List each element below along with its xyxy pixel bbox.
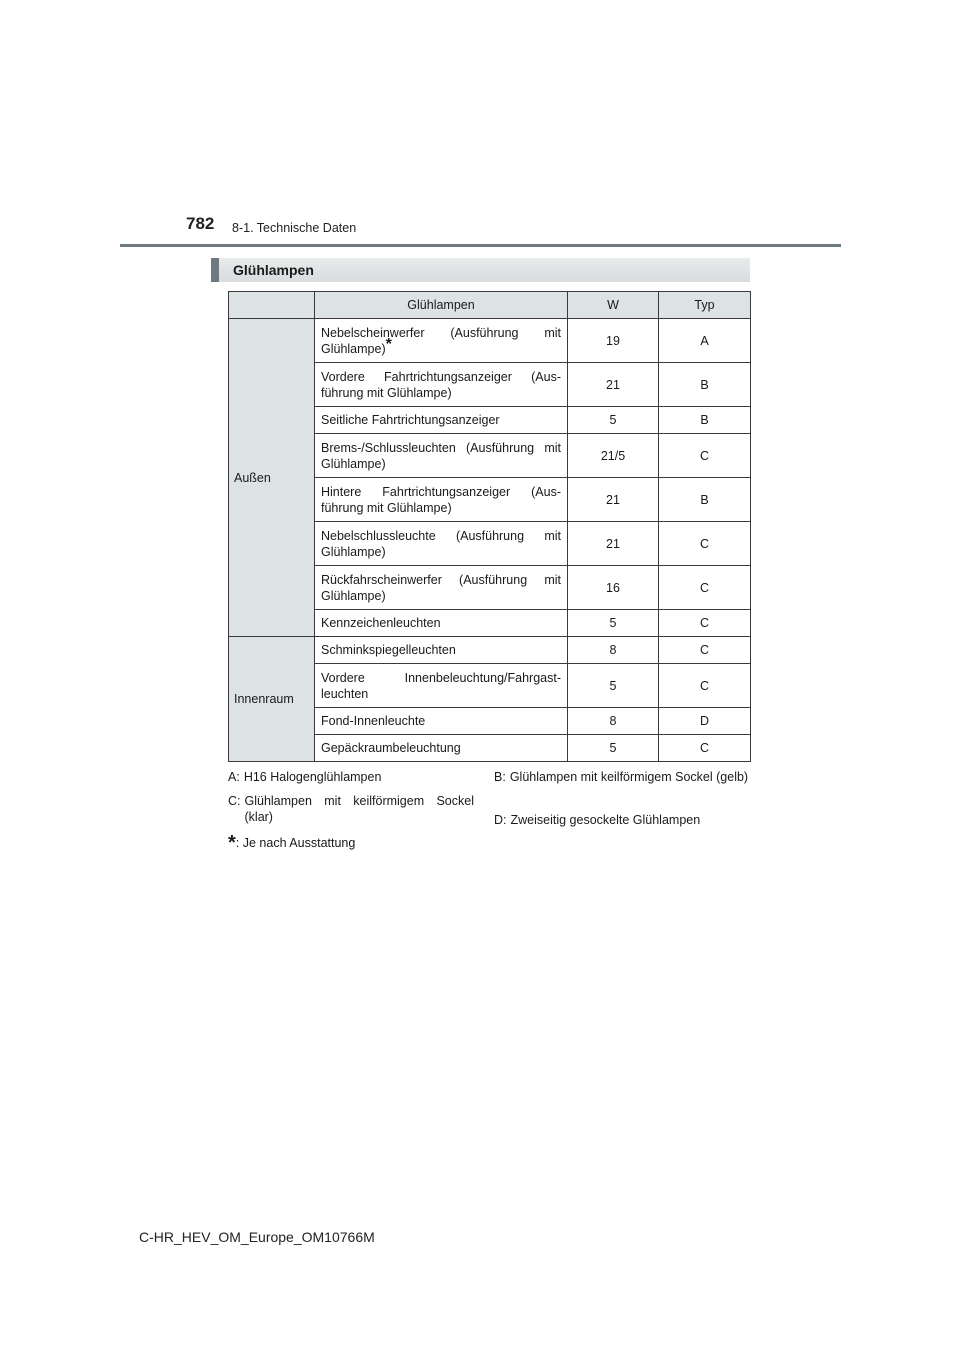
section-title: Glühlampen <box>233 262 314 278</box>
bulb-watt: 8 <box>568 708 659 735</box>
bulb-watt: 5 <box>568 407 659 434</box>
bulb-name: Hintere Fahrtrichtungsanzeiger (Aus-führung mit Glühlampe) <box>315 478 568 522</box>
bulb-watt: 5 <box>568 610 659 637</box>
table-header-row <box>229 292 751 319</box>
table-row <box>229 637 751 664</box>
bulb-type: C <box>659 566 751 610</box>
bulb-table <box>228 291 751 762</box>
bulb-watt: 8 <box>568 637 659 664</box>
bulb-name: Schminkspiegelleuchten <box>315 637 568 664</box>
legend-key: A: <box>228 770 240 784</box>
column-header-bulb: Glühlampen <box>315 292 568 319</box>
bulb-name-text: Nebelscheinwerfer (Ausführung mit Glühlampe) <box>321 325 561 356</box>
bulb-name: Vordere Innenbeleuchtung/Fahrgast-leuchten <box>315 664 568 708</box>
legend-text: Glühlampen mit keilförmigem Sockel (klar) <box>244 794 474 824</box>
footnote-marker: * <box>385 335 392 353</box>
column-header-type: Typ <box>659 292 751 319</box>
bulb-type: C <box>659 434 751 478</box>
bulb-type: C <box>659 664 751 708</box>
bulb-name: Brems-/Schlussleuchten (Ausführung mit Glühlampe) <box>315 434 568 478</box>
bulb-type: C <box>659 522 751 566</box>
table-row <box>229 319 751 363</box>
bulb-type: C <box>659 637 751 664</box>
bulb-watt: 5 <box>568 735 659 762</box>
group-label-interior: Innenraum <box>229 637 315 762</box>
footnote-text: : Je nach Ausstattung <box>235 836 356 850</box>
legend-text: Glühlampen mit keilförmigem Sockel (gelb) <box>509 770 749 784</box>
document-id: C-HR_HEV_OM_Europe_OM10766M <box>139 1229 375 1245</box>
bulb-watt: 5 <box>568 664 659 708</box>
footnote-star: * <box>228 832 236 854</box>
column-header-group <box>229 292 315 319</box>
bulb-watt: 16 <box>568 566 659 610</box>
bulb-watt: 21/5 <box>568 434 659 478</box>
bulb-watt: 21 <box>568 478 659 522</box>
legend-item-c <box>228 793 474 825</box>
bulb-name: Vordere Fahrtrichtungsanzeiger (Aus-führung mit Glühlampe) <box>315 363 568 407</box>
legend-item-a <box>228 769 474 785</box>
bulb-name: Seitliche Fahrtrichtungsanzeiger <box>315 407 568 434</box>
bulb-watt: 19 <box>568 319 659 363</box>
bulb-type: A <box>659 319 751 363</box>
bulb-name: Fond-Innenleuchte <box>315 708 568 735</box>
bulb-type: C <box>659 610 751 637</box>
legend-key: D: <box>494 813 507 827</box>
bulb-type: D <box>659 708 751 735</box>
header-rule <box>120 244 841 247</box>
chapter-title: 8-1. Technische Daten <box>232 221 357 235</box>
bulb-name <box>315 319 568 363</box>
legend-item-b <box>494 769 750 785</box>
bulb-name: Rückfahrscheinwerfer (Ausführung mit Glühlampe) <box>315 566 568 610</box>
bulb-watt: 21 <box>568 522 659 566</box>
footnote <box>228 832 355 855</box>
legend-key: C: <box>228 794 241 808</box>
section-heading-bar <box>211 258 750 282</box>
page-number: 782 <box>186 214 215 233</box>
bulb-type: B <box>659 407 751 434</box>
bulb-type: C <box>659 735 751 762</box>
bulb-type: B <box>659 363 751 407</box>
bulb-name: Gepäckraumbeleuchtung <box>315 735 568 762</box>
legend-text: Zweiseitig gesockelte Glühlampen <box>510 813 701 827</box>
bulb-type: B <box>659 478 751 522</box>
column-header-watt: W <box>568 292 659 319</box>
group-label-exterior: Außen <box>229 319 315 637</box>
bulb-name: Kennzeichenleuchten <box>315 610 568 637</box>
bulb-watt: 21 <box>568 363 659 407</box>
legend-text: H16 Halogenglühlampen <box>243 770 382 784</box>
legend-key: B: <box>494 770 506 784</box>
bulb-name: Nebelschlussleuchte (Ausführung mit Glühlampe) <box>315 522 568 566</box>
legend-item-d <box>494 812 750 828</box>
